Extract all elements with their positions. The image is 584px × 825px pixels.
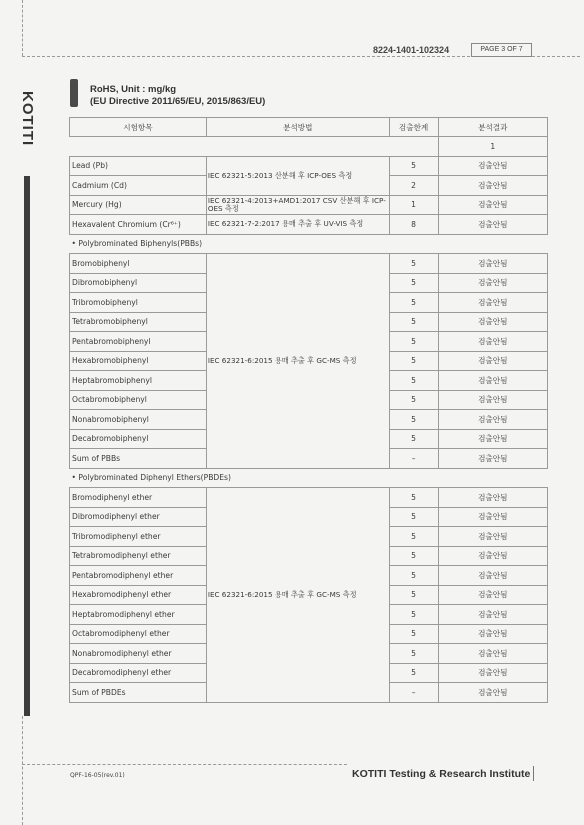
section-row-pbdes: [70, 468, 548, 488]
sidebar-bar: [24, 176, 30, 716]
document-number: 8224-1401-102324: [373, 45, 450, 55]
item-cell: Pentabromodiphenyl ether: [70, 566, 207, 586]
result-cell: 검출안됨: [438, 488, 547, 508]
result-cell: 검출안됨: [438, 683, 547, 703]
column-header-result: 분석결과: [438, 118, 547, 137]
item-cell: Hexabromodiphenyl ether: [70, 585, 207, 605]
result-cell: 검출안됨: [438, 390, 547, 410]
limit-cell: 5: [389, 663, 438, 683]
item-cell: Bromodiphenyl ether: [70, 488, 207, 508]
limit-cell: 5: [389, 605, 438, 625]
table-row: [70, 254, 548, 274]
item-cell: Dibromobiphenyl: [70, 273, 207, 293]
limit-cell: 2: [389, 176, 438, 196]
result-cell: 검출안됨: [438, 624, 547, 644]
item-cell: Tetrabromobiphenyl: [70, 312, 207, 332]
result-cell: 검출안됨: [438, 566, 547, 586]
item-cell: Dibromodiphenyl ether: [70, 507, 207, 527]
result-cell: 검출안됨: [438, 293, 547, 313]
item-cell: Hexavalent Chromium (Cr⁶⁺): [70, 215, 207, 235]
frame-line-top: [22, 0, 23, 56]
item-cell: Tribromobiphenyl: [70, 293, 207, 313]
table-header-row: [70, 118, 548, 137]
section-label: • Polybrominated Diphenyl Ethers(PBDEs): [70, 468, 548, 488]
item-cell: Decabromodiphenyl ether: [70, 663, 207, 683]
result-cell: 검출안됨: [438, 410, 547, 430]
result-cell: 검출안됨: [438, 605, 547, 625]
limit-cell: 5: [389, 371, 438, 391]
method-cell: IEC 62321-5:2013 산분해 후 ICP-OES 측정: [206, 156, 389, 195]
item-cell: Octabromobiphenyl: [70, 390, 207, 410]
kotiti-logo: KOTITI: [19, 91, 36, 147]
item-cell: Tetrabromodiphenyl ether: [70, 546, 207, 566]
result-cell: 검출안됨: [438, 546, 547, 566]
limit-cell: –: [389, 449, 438, 469]
rohs-results-table: [69, 117, 548, 703]
item-cell: Tribromodiphenyl ether: [70, 527, 207, 547]
item-cell: Nonabromodiphenyl ether: [70, 644, 207, 664]
limit-cell: –: [389, 683, 438, 703]
result-column-index: 1: [438, 137, 547, 157]
limit-cell: 5: [389, 585, 438, 605]
limit-cell: 5: [389, 410, 438, 430]
method-cell: IEC 62321-6:2015 용매 추출 후 GC-MS 측정: [206, 254, 389, 469]
result-cell: 검출안됨: [438, 273, 547, 293]
item-cell: Decabromobiphenyl: [70, 429, 207, 449]
item-cell: Heptabromodiphenyl ether: [70, 605, 207, 625]
item-cell: Sum of PBDEs: [70, 683, 207, 703]
section-row-pbbs: [70, 234, 548, 254]
result-cell: 검출안됨: [438, 585, 547, 605]
limit-cell: 5: [389, 566, 438, 586]
item-cell: Mercury (Hg): [70, 195, 207, 215]
institute-name: KOTITI Testing & Research Institute: [352, 768, 531, 780]
limit-cell: 5: [389, 546, 438, 566]
item-cell: Nonabromobiphenyl: [70, 410, 207, 430]
table-row: [70, 195, 548, 215]
limit-cell: 5: [389, 312, 438, 332]
limit-cell: 5: [389, 332, 438, 352]
result-cell: 검출안됨: [438, 429, 547, 449]
limit-cell: 5: [389, 390, 438, 410]
result-cell: 검출안됨: [438, 351, 547, 371]
result-cell: 검출안됨: [438, 527, 547, 547]
limit-cell: 5: [389, 273, 438, 293]
limit-cell: 5: [389, 429, 438, 449]
section-marker: [70, 79, 78, 107]
item-cell: Octabromodiphenyl ether: [70, 624, 207, 644]
result-cell: 검출안됨: [438, 644, 547, 664]
limit-cell: 5: [389, 254, 438, 274]
result-cell: 검출안됨: [438, 663, 547, 683]
item-cell: Sum of PBBs: [70, 449, 207, 469]
method-cell: IEC 62321-7-2:2017 용매 추출 후 UV-VIS 측정: [206, 215, 389, 235]
result-cell: 검출안됨: [438, 156, 547, 176]
item-cell: Pentabromobiphenyl: [70, 332, 207, 352]
item-cell: Cadmium (Cd): [70, 176, 207, 196]
limit-cell: 5: [389, 488, 438, 508]
limit-cell: 8: [389, 215, 438, 235]
table-row: [70, 488, 548, 508]
page-indicator: PAGE 3 OF 7: [471, 43, 532, 57]
section-title: RoHS, Unit : mg/kg: [90, 84, 177, 95]
form-code: QPF-16-05(rev.01): [70, 772, 125, 779]
item-cell: Heptabromobiphenyl: [70, 371, 207, 391]
column-header-item: 시험항목: [70, 118, 207, 137]
limit-cell: 5: [389, 156, 438, 176]
result-cell: 검출안됨: [438, 332, 547, 352]
result-cell: 검출안됨: [438, 312, 547, 332]
table-row: [70, 215, 548, 235]
column-header-limit: 검출한계: [389, 118, 438, 137]
limit-cell: 5: [389, 293, 438, 313]
limit-cell: 5: [389, 507, 438, 527]
limit-cell: 5: [389, 624, 438, 644]
item-cell: Lead (Pb): [70, 156, 207, 176]
section-label: • Polybrominated Biphenyls(PBBs): [70, 234, 548, 254]
section-subtitle: (EU Directive 2011/65/EU, 2015/863/EU): [90, 96, 266, 107]
method-cell: IEC 62321-4:2013+AMD1:2017 CSV 산분해 후 ICP-OES 측정: [206, 195, 389, 215]
limit-cell: 5: [389, 527, 438, 547]
limit-cell: 5: [389, 351, 438, 371]
table-row: [70, 156, 548, 176]
method-cell: IEC 62321-6:2015 용매 추출 후 GC-MS 측정: [206, 488, 389, 703]
limit-cell: 1: [389, 195, 438, 215]
footer-rule: [533, 766, 534, 781]
table-subheader-row: [70, 137, 548, 157]
result-cell: 검출안됨: [438, 254, 547, 274]
item-cell: Hexabromobiphenyl: [70, 351, 207, 371]
limit-cell: 5: [389, 644, 438, 664]
footer-divider: [22, 764, 347, 765]
result-cell: 검출안됨: [438, 176, 547, 196]
result-cell: 검출안됨: [438, 449, 547, 469]
result-cell: 검출안됨: [438, 371, 547, 391]
frame-line-bottom: [22, 716, 23, 825]
result-cell: 검출안됨: [438, 215, 547, 235]
result-cell: 검출안됨: [438, 507, 547, 527]
item-cell: Bromobiphenyl: [70, 254, 207, 274]
column-header-method: 분석방법: [206, 118, 389, 137]
result-cell: 검출안됨: [438, 195, 547, 215]
